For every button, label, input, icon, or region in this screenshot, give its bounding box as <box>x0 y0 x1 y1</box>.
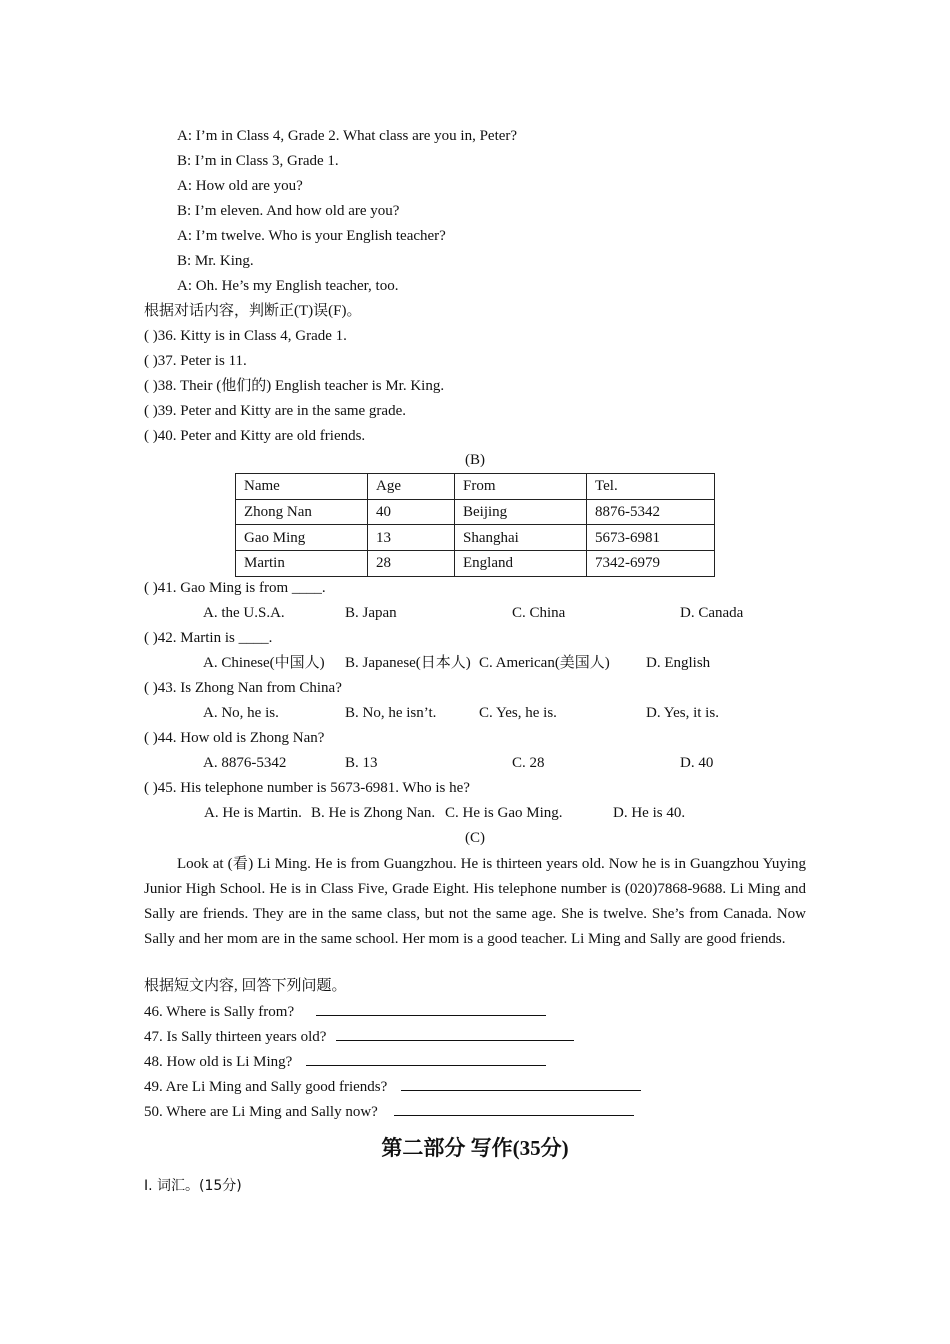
mc-option: A. No, he is. <box>203 705 279 721</box>
dialogue-line: A: How old are you? <box>177 178 303 194</box>
mc-option: C. 28 <box>512 755 545 771</box>
table-cell: 40 <box>368 499 455 525</box>
mc-question: ( )43. Is Zhong Nan from China? <box>144 680 342 696</box>
dialogue-line: A: Oh. He’s my English teacher, too. <box>177 278 399 294</box>
qa-instruction: 根据短文内容, 回答下列问题。 <box>144 978 347 994</box>
section-c-label: (C) <box>465 830 485 846</box>
mc-question: ( )42. Martin is ____. <box>144 630 273 646</box>
mc-question: ( )44. How old is Zhong Nan? <box>144 730 325 746</box>
mc-option: C. He is Gao Ming. <box>445 805 563 821</box>
answer-blank[interactable] <box>401 1076 641 1091</box>
tf-item: ( )38. Their (他们的) English teacher is Mr. King. <box>144 378 445 394</box>
qa-question: 47. Is Sally thirteen years old? <box>144 1029 327 1045</box>
table-header: Age <box>368 474 455 500</box>
answer-blank[interactable] <box>316 1001 546 1016</box>
table-cell: England <box>455 551 587 577</box>
table-cell: 7342-6979 <box>587 551 715 577</box>
qa-item <box>144 1051 546 1072</box>
qa-question: 48. How old is Li Ming? <box>144 1054 293 1070</box>
mc-option: D. Canada <box>680 605 744 621</box>
table-cell: Zhong Nan <box>236 499 368 525</box>
qa-question: 49. Are Li Ming and Sally good friends? <box>144 1079 388 1095</box>
table-header-row <box>236 474 715 500</box>
tf-instruction: 根据对话内容，判断正(T)误(F)。 <box>144 303 362 319</box>
answer-blank[interactable] <box>394 1101 634 1116</box>
table-header: From <box>455 474 587 500</box>
part-heading: 第二部分 写作(35分) <box>381 1136 569 1160</box>
dialogue-line: B: I’m eleven. And how old are you? <box>177 203 400 219</box>
info-table <box>235 473 715 577</box>
mc-option: D. He is 40. <box>613 805 686 821</box>
answer-blank[interactable] <box>336 1026 574 1041</box>
mc-option: A. Chinese(中国人) <box>203 655 325 671</box>
qa-item <box>144 1001 546 1022</box>
table-row <box>236 551 715 577</box>
mc-option: B. He is Zhong Nan. <box>311 805 436 821</box>
table-cell: 28 <box>368 551 455 577</box>
mc-option: B. 13 <box>345 755 378 771</box>
table-cell: 13 <box>368 525 455 551</box>
table-row <box>236 499 715 525</box>
table-cell: Martin <box>236 551 368 577</box>
mc-option: B. Japanese(日本人) <box>345 655 471 671</box>
tf-item: ( )37. Peter is 11. <box>144 353 247 369</box>
table-header: Tel. <box>587 474 715 500</box>
mc-option: D. English <box>646 655 711 671</box>
mc-option: C. Yes, he is. <box>479 705 557 721</box>
reading-passage: Look at (看) Li Ming. He is from Guangzhou. He is thirteen years old. Now he is in Guangzhou Yuying Junior High School. He is in Class Five, Grade Eight. His telephone number is (020)7868-9688. Li Ming and Sally are friends. They are in the same class, but not the same age. She is twelve. She’s from Canada. Now Sally and her mom are in the same school. Her mom is a good teacher. Li Ming and Sally are good friends. <box>144 856 806 947</box>
tf-item: ( )40. Peter and Kitty are old friends. <box>144 428 366 444</box>
mc-option: C. China <box>512 605 566 621</box>
qa-question: 50. Where are Li Ming and Sally now? <box>144 1104 378 1120</box>
mc-option: B. Japan <box>345 605 397 621</box>
dialogue-line: A: I’m in Class 4, Grade 2. What class are you in, Peter? <box>177 128 518 144</box>
section-b-label: (B) <box>465 452 485 468</box>
qa-item <box>144 1026 574 1047</box>
qa-question: 46. Where is Sally from? <box>144 1004 295 1020</box>
qa-item <box>144 1076 641 1097</box>
dialogue-line: A: I’m twelve. Who is your English teacher? <box>177 228 446 244</box>
mc-option: A. 8876-5342 <box>203 755 287 771</box>
mc-option: D. Yes, it is. <box>646 705 719 721</box>
tf-item: ( )36. Kitty is in Class 4, Grade 1. <box>144 328 347 344</box>
table-cell: Beijing <box>455 499 587 525</box>
mc-option: A. He is Martin. <box>204 805 302 821</box>
table-cell: Shanghai <box>455 525 587 551</box>
mc-option: C. American(美国人) <box>479 655 610 671</box>
table-cell: 8876-5342 <box>587 499 715 525</box>
dialogue-line: B: I’m in Class 3, Grade 1. <box>177 153 339 169</box>
mc-question: ( )41. Gao Ming is from ____. <box>144 580 326 596</box>
qa-item <box>144 1101 634 1122</box>
vocab-heading: Ⅰ. 词汇。(15分) <box>144 1178 242 1194</box>
answer-blank[interactable] <box>306 1051 546 1066</box>
dialogue-line: B: Mr. King. <box>177 253 254 269</box>
mc-question: ( )45. His telephone number is 5673-6981. Who is he? <box>144 780 470 796</box>
table-header: Name <box>236 474 368 500</box>
mc-option: A. the U.S.A. <box>203 605 285 621</box>
table-cell: Gao Ming <box>236 525 368 551</box>
mc-option: D. 40 <box>680 755 714 771</box>
table-cell: 5673-6981 <box>587 525 715 551</box>
mc-option: B. No, he isn’t. <box>345 705 437 721</box>
tf-item: ( )39. Peter and Kitty are in the same grade. <box>144 403 406 419</box>
table-row <box>236 525 715 551</box>
